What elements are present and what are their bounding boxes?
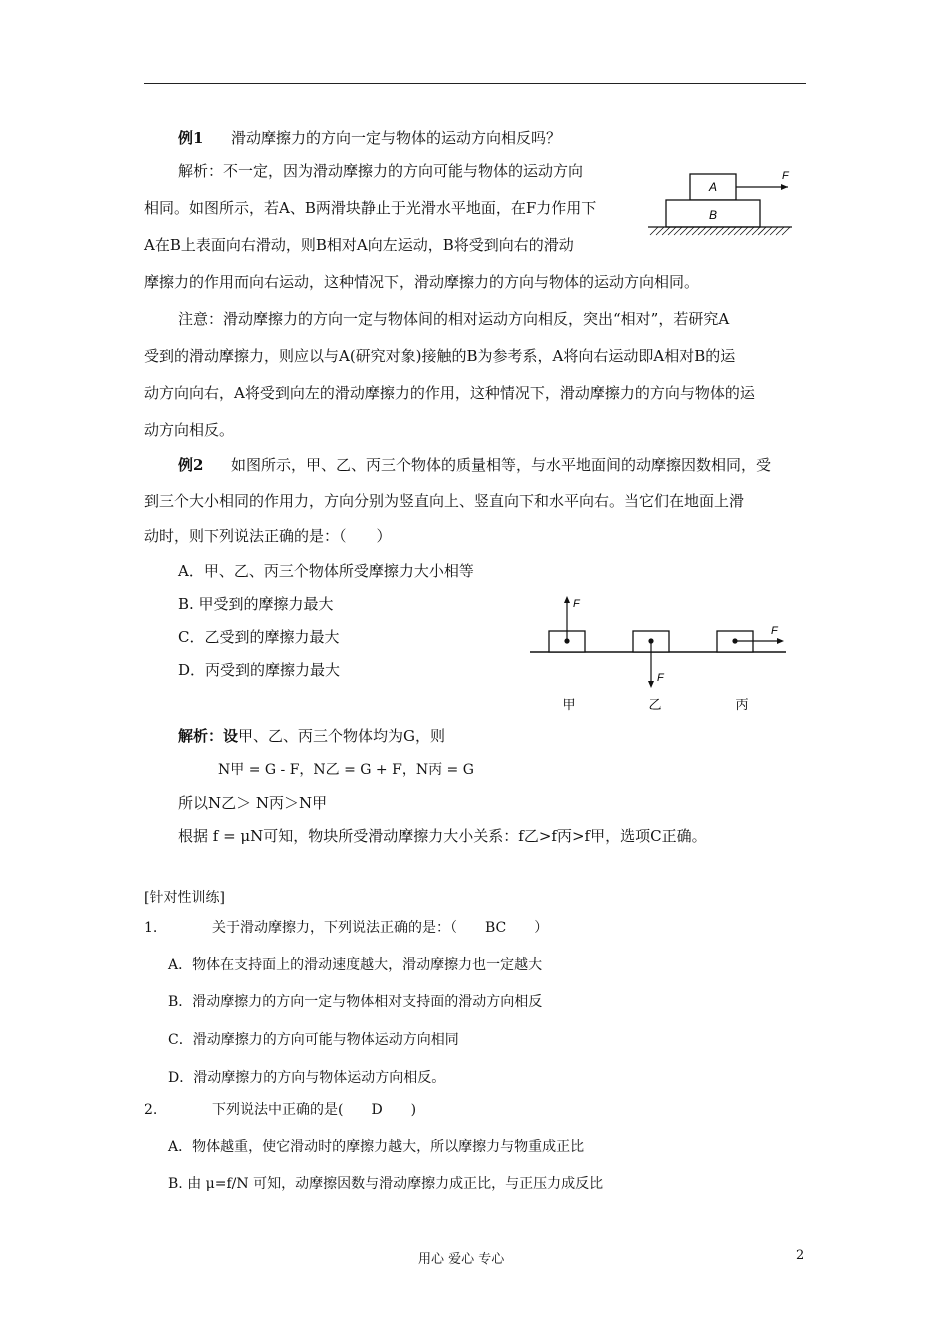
note-line: 注意：滑动摩擦力的方向一定与物体间的相对运动方向相反，突出“相对”，若研究A: [178, 310, 730, 328]
example-2-tag: 例2: [178, 456, 204, 474]
block-b-label: B: [708, 208, 718, 222]
force-label: F: [573, 598, 580, 610]
example-2-option-b: B. 甲受到的摩擦力最大: [178, 595, 334, 613]
example-1-question: 滑动摩擦力的方向一定与物体的运动方向相反吗？: [231, 129, 562, 147]
example-1-line: 相同。如图所示，若A、B两滑块静止于光滑水平地面，在F力作用下: [144, 199, 597, 217]
note-line: 受到的滑动摩擦力，则应以与A(研究对象)接触的B为参考系，A将向右运动即A相对B的运: [144, 347, 736, 365]
question-1-option-c: C．滑动摩擦力的方向可能与物体运动方向相同: [168, 1032, 459, 1048]
example-2-figure: [528, 590, 792, 720]
force-label: F: [782, 170, 789, 182]
example-2-option-a: A．甲、乙、丙三个物体所受摩擦力大小相等: [178, 562, 474, 580]
note-line: 动方向向右，A将受到向左的滑动摩擦力的作用，这种情况下，滑动摩擦力的方向与物体的运: [144, 384, 755, 402]
example-1-line: A在B上表面向右滑动，则B相对A向左运动，B将受到向右的滑动: [144, 236, 574, 254]
question-1-text: 关于滑动摩擦力，下列说法正确的是：（ BC ）: [212, 920, 549, 936]
question-2-text: 下列说法中正确的是( D ): [212, 1102, 417, 1118]
example-2-line: 如图所示，甲、乙、丙三个物体的质量相等，与水平地面间的动摩擦因数相同，受: [231, 456, 772, 474]
arrowhead: [564, 596, 570, 603]
label-jia: 甲: [562, 698, 576, 713]
example-2-option-c: C．乙受到的摩擦力最大: [178, 628, 340, 646]
force-label: F: [657, 672, 664, 684]
note-line: 动方向相反。: [144, 421, 235, 439]
question-1-number: 1.: [144, 920, 158, 936]
label-yi: 乙: [648, 698, 662, 713]
question-2-option-a: A．物体越重，使它滑动时的摩擦力越大，所以摩擦力与物重成正比: [168, 1139, 585, 1155]
question-1-option-d: D．滑动摩擦力的方向与物体运动方向相反。: [168, 1070, 446, 1086]
arrowhead: [777, 638, 784, 644]
ground-hatching: [650, 227, 790, 235]
arrowhead: [648, 681, 654, 688]
example-1-line: 解析：不一定，因为滑动摩擦力的方向可能与物体的运动方向: [178, 162, 584, 180]
question-1-option-a: A．物体在支持面上的滑动速度越大，滑动摩擦力也一定越大: [168, 957, 543, 973]
force-label: F: [771, 625, 778, 637]
footer-motto: 用心 爱心 专心: [418, 1252, 505, 1267]
page-number: 2: [796, 1248, 805, 1263]
example-2-line: 动时，则下列说法正确的是：（ ）: [144, 527, 392, 545]
question-2-number: 2.: [144, 1102, 158, 1118]
block-a-label: A: [708, 180, 718, 194]
comparison-line: 所以N乙＞ N丙＞N甲: [178, 794, 328, 812]
example-2-line: 到三个大小相同的作用力，方向分别为竖直向上、竖直向下和水平向右。当它们在地面上滑: [144, 492, 745, 510]
analysis-label: 解析：设: [178, 727, 239, 745]
example-1-tag: 例1: [178, 129, 204, 147]
label-bing: 丙: [735, 698, 749, 713]
training-heading: [针对性训练]: [144, 890, 225, 906]
question-2-option-b: B. 由 μ=f/N 可知，动摩擦因数与滑动摩擦力成正比，与正压力成反比: [168, 1176, 604, 1192]
header-rule: [144, 83, 806, 84]
analysis-text: 甲、乙、丙三个物体均为G，则: [238, 727, 445, 745]
equation-line: N甲 = G - F，N乙 = G + F，N丙 = G: [218, 762, 474, 778]
analysis-line: [178, 726, 445, 746]
example-2-option-d: D．丙受到的摩擦力最大: [178, 661, 341, 679]
question-1-option-b: B．滑动摩擦力的方向一定与物体相对支持面的滑动方向相反: [168, 994, 543, 1010]
force-arrowhead: [781, 184, 788, 190]
conclusion-line: 根据 f = μN可知，物块所受滑动摩擦力大小关系：f乙>f丙>f甲，选项C正确。: [178, 827, 707, 845]
example-1-line: 摩擦力的作用而向右运动，这种情况下，滑动摩擦力的方向与物体的运动方向相同。: [144, 273, 700, 291]
example-1-figure: [640, 164, 800, 244]
